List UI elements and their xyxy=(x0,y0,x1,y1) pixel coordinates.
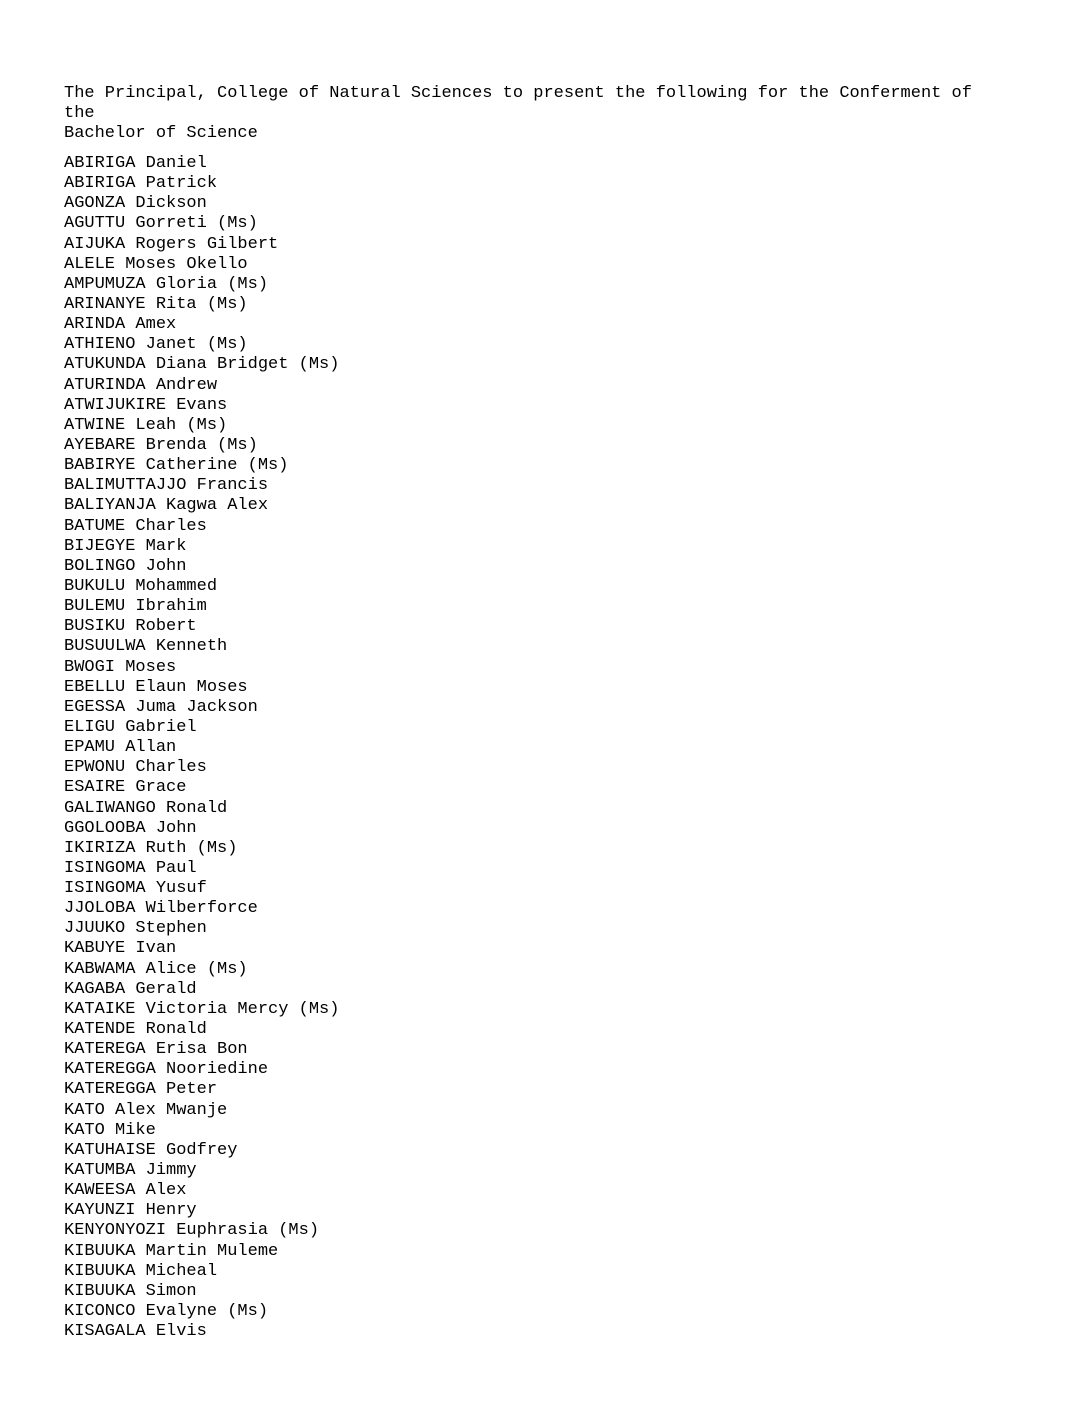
graduate-name: BOLINGO John xyxy=(64,556,187,576)
document-page xyxy=(64,84,1024,1342)
graduate-name: KATUHAISE Godfrey xyxy=(64,1140,238,1160)
graduate-name: BALIYANJA Kagwa Alex xyxy=(64,496,269,516)
graduate-name: KIBUUKA Simon xyxy=(64,1281,197,1301)
graduate-name: ARINANYE Rita (Ms) xyxy=(64,294,248,314)
graduate-name: EBELLU Elaun Moses xyxy=(64,677,248,697)
graduate-name: BATUME Charles xyxy=(64,516,207,536)
graduate-name: GALIWANGO Ronald xyxy=(64,798,228,818)
graduate-name: KATEREGA Erisa Bon xyxy=(64,1040,248,1060)
graduate-name: KATEREGGA Peter xyxy=(64,1080,218,1100)
graduate-name: BIJEGYE Mark xyxy=(64,536,187,556)
graduate-name: BALIMUTTAJJO Francis xyxy=(64,476,269,496)
conferment-heading xyxy=(64,84,1024,124)
graduate-name: EGESSA Juma Jackson xyxy=(64,697,258,717)
graduate-name: KIBUUKA Micheal xyxy=(64,1261,218,1281)
graduate-name: ARINDA Amex xyxy=(64,315,177,335)
graduate-name: GGOLOOBA John xyxy=(64,818,197,838)
graduate-name: KAYUNZI Henry xyxy=(64,1201,197,1221)
graduate-name: ATWIJUKIRE Evans xyxy=(64,395,228,415)
graduate-name: KAGABA Gerald xyxy=(64,979,197,999)
graduate-name: KATO Alex Mwanje xyxy=(64,1100,228,1120)
graduate-name: BULEMU Ibrahim xyxy=(64,597,207,617)
graduate-name: KENYONYOZI Euphrasia (Ms) xyxy=(64,1221,320,1241)
graduate-name: KATO Mike xyxy=(64,1120,156,1140)
graduate-name: KABUYE Ivan xyxy=(64,939,177,959)
graduate-name: ATHIENO Janet (Ms) xyxy=(64,335,248,355)
graduate-name: ABIRIGA Daniel xyxy=(64,154,207,173)
graduate-name: ABIRIGA Patrick xyxy=(64,174,218,194)
graduate-name: EPAMU Allan xyxy=(64,738,177,758)
graduate-name: BUSUULWA Kenneth xyxy=(64,637,228,657)
graduate-name: ESAIRE Grace xyxy=(64,778,187,798)
graduate-name: ATUKUNDA Diana Bridget (Ms) xyxy=(64,355,340,375)
graduate-name: AYEBARE Brenda (Ms) xyxy=(64,435,258,455)
graduate-name: KATAIKE Victoria Mercy (Ms) xyxy=(64,999,340,1019)
graduate-name: ATWINE Leah (Ms) xyxy=(64,415,228,435)
graduate-name: KATENDE Ronald xyxy=(64,1020,207,1040)
heading-line-2: the xyxy=(64,104,95,123)
graduate-name: JJOLOBA Wilberforce xyxy=(64,899,258,919)
graduate-name: AMPUMUZA Gloria (Ms) xyxy=(64,274,269,294)
graduate-name: BWOGI Moses xyxy=(64,657,177,677)
graduate-name: ISINGOMA Paul xyxy=(64,858,197,878)
heading-line-1: The Principal, College of Natural Sciences to present the following for the Conferment of xyxy=(64,84,972,103)
graduate-name: AGUTTU Gorreti (Ms) xyxy=(64,214,258,234)
graduate-name: BUSIKU Robert xyxy=(64,617,197,637)
graduate-name: ALELE Moses Okello xyxy=(64,254,248,274)
graduate-name: KATUMBA Jimmy xyxy=(64,1161,197,1181)
graduate-name: ELIGU Gabriel xyxy=(64,717,197,737)
graduate-name: BABIRYE Catherine (Ms) xyxy=(64,456,289,476)
graduate-name: KISAGALA Elvis xyxy=(64,1322,207,1342)
degree-title: Bachelor of Science xyxy=(64,124,258,143)
graduate-name: KABWAMA Alice (Ms) xyxy=(64,959,248,979)
graduate-name: KICONCO Evalyne (Ms) xyxy=(64,1302,269,1322)
graduate-name: ISINGOMA Yusuf xyxy=(64,879,207,899)
graduates-list xyxy=(64,154,1024,1342)
graduate-name: BUKULU Mohammed xyxy=(64,576,218,596)
graduate-name: KAWEESA Alex xyxy=(64,1181,187,1201)
graduate-name: AGONZA Dickson xyxy=(64,194,207,214)
graduate-name: JJUUKO Stephen xyxy=(64,919,207,939)
graduate-name: EPWONU Charles xyxy=(64,758,207,778)
graduate-name: AIJUKA Rogers Gilbert xyxy=(64,234,279,254)
graduate-name: ATURINDA Andrew xyxy=(64,375,218,395)
graduate-name: IKIRIZA Ruth (Ms) xyxy=(64,838,238,858)
graduate-name: KIBUUKA Martin Muleme xyxy=(64,1241,279,1261)
graduate-name: KATEREGGA Nooriedine xyxy=(64,1060,269,1080)
